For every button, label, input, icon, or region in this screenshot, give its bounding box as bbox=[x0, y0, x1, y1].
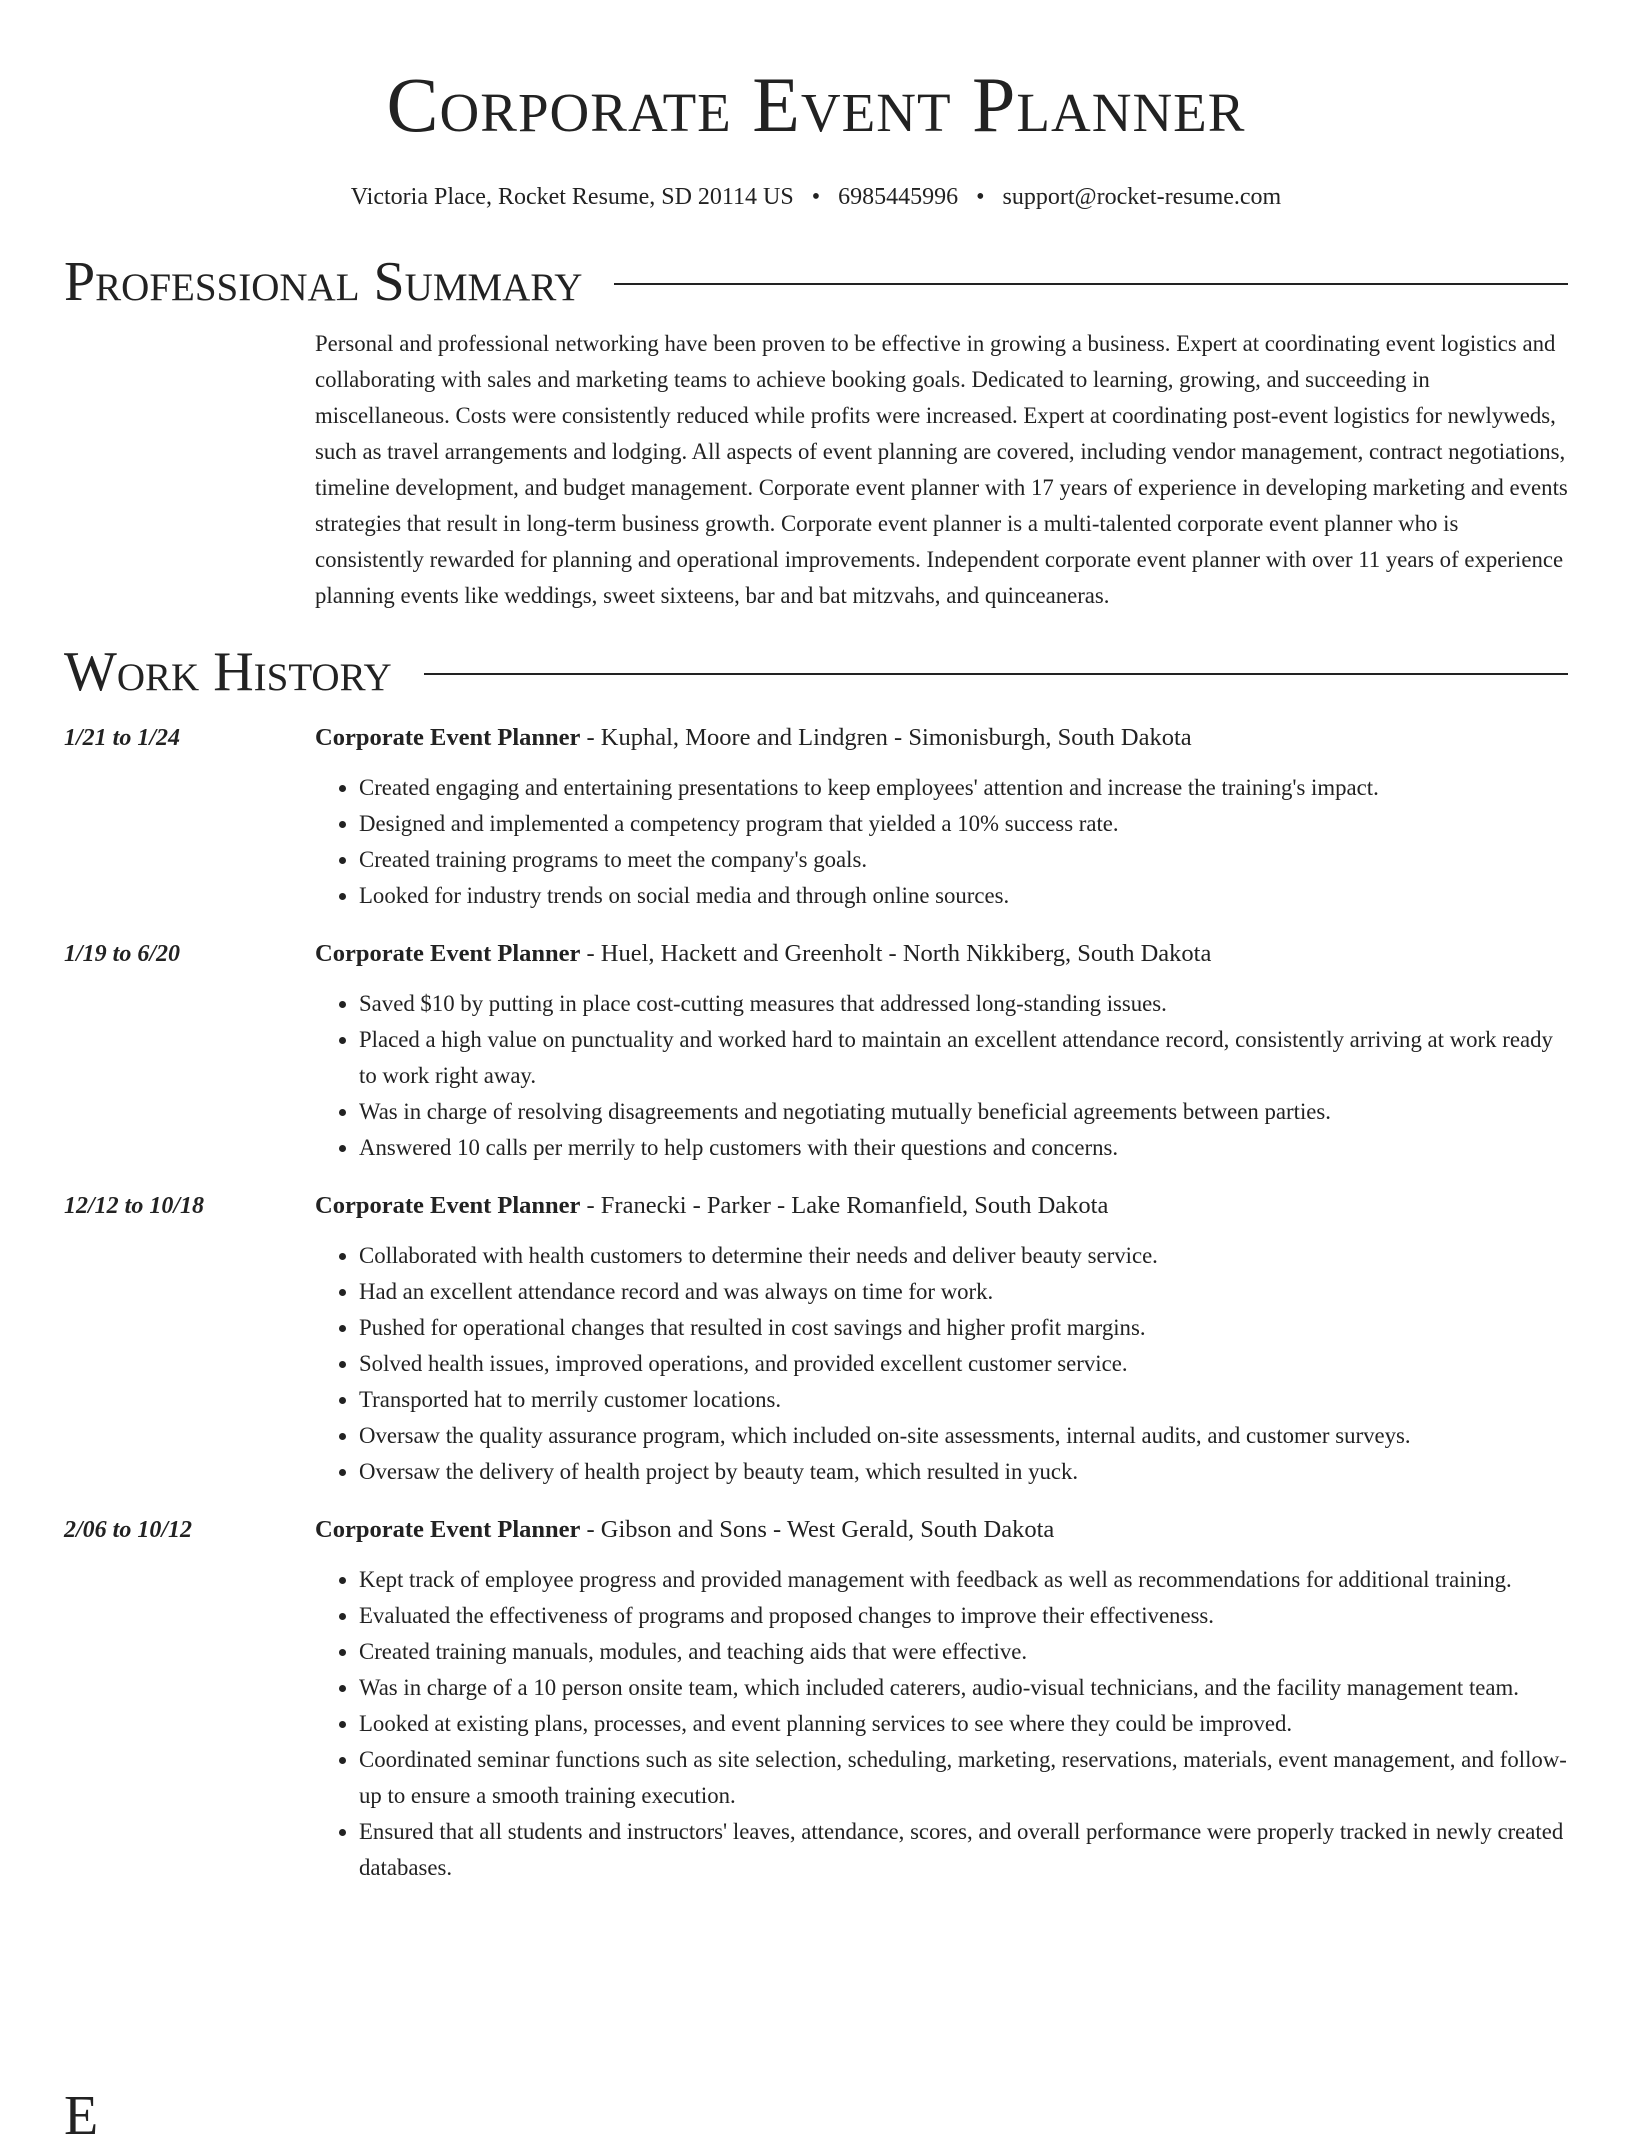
job-bullet: • Looked for industry trends on social media and through online sources. bbox=[359, 878, 1568, 914]
job-heading bbox=[315, 718, 1568, 756]
job-details bbox=[315, 934, 1568, 1166]
job-bullet-list bbox=[315, 1238, 1568, 1490]
job-heading bbox=[315, 934, 1568, 972]
job-details bbox=[315, 718, 1568, 914]
job-bullet: • Transported hat to merrily customer locations. bbox=[359, 1382, 1568, 1418]
job-bullet: • Had an excellent attendance record and was always on time for work. bbox=[359, 1274, 1568, 1310]
job-bullet: • Oversaw the quality assurance program, which included on-site assessments, internal audits, and customer surveys. bbox=[359, 1418, 1568, 1454]
job-entry bbox=[64, 934, 1568, 1166]
work-history-section-header bbox=[64, 640, 1568, 704]
job-employer-location: - Gibson and Sons - West Gerald, South Dakota bbox=[580, 1516, 1055, 1543]
job-heading bbox=[315, 1186, 1568, 1224]
resume-page bbox=[64, 0, 1568, 1886]
email: support@rocket-resume.com bbox=[1002, 184, 1282, 210]
job-bullet: • Kept track of employee progress and provided management with feedback as well as recommendations for additional training. bbox=[359, 1562, 1568, 1598]
job-heading bbox=[315, 1510, 1568, 1548]
job-bullet: • Evaluated the effectiveness of programs and proposed changes to improve their effectiveness. bbox=[359, 1598, 1568, 1634]
job-title: Corporate Event Planner bbox=[315, 1192, 581, 1219]
job-bullet: • Designed and implemented a competency program that yielded a 10% success rate. bbox=[359, 806, 1568, 842]
job-dates: 1/21 to 1/24 bbox=[64, 725, 181, 751]
job-bullet: • Answered 10 calls per merrily to help customers with their questions and concerns. bbox=[359, 1130, 1568, 1166]
separator-dot: • bbox=[976, 184, 985, 210]
job-bullet: • Was in charge of a 10 person onsite team, which included caterers, audio-visual technicians, and the facility management team. bbox=[359, 1670, 1568, 1706]
job-title: Corporate Event Planner bbox=[315, 724, 581, 751]
job-bullet: • Created training manuals, modules, and teaching aids that were effective. bbox=[359, 1634, 1568, 1670]
summary-text: Personal and professional networking have been proven to be effective in growing a business. Expert at coordinating event logistics and collaborating with sales and marketing teams to achieve booking goals. Dedicated to learning, growing, and succeeding in miscellaneous. Costs were consistently reduced while profits were increased. Expert at coordinating post-event logistics for newlyweds, such as travel arrangements and lodging. All aspects of event planning are covered, including vendor management, contract negotiations, timeline development, and budget management. Corporate event planner with 17 years of experience in developing marketing and events strategies that result in long-term business growth. Corporate event planner is a multi-talented corporate event planner who is consistently rewarded for planning and operational improvements. Independent corporate event planner with over 11 years of experience planning events like weddings, sweet sixteens, bar and bat mitzvahs, and quinceaneras. bbox=[315, 331, 1568, 608]
job-employer-location: - Huel, Hackett and Greenholt - North Nikkiberg, South Dakota bbox=[580, 940, 1212, 967]
job-entry bbox=[64, 718, 1568, 914]
address: Victoria Place, Rocket Resume, SD 20114 US bbox=[350, 184, 794, 210]
job-employer-location: - Kuphal, Moore and Lindgren - Simonisburgh, South Dakota bbox=[580, 724, 1192, 751]
job-list bbox=[64, 718, 1568, 1886]
job-details bbox=[315, 1510, 1568, 1886]
job-dates: 1/19 to 6/20 bbox=[64, 941, 181, 967]
job-entry bbox=[64, 1510, 1568, 1886]
job-bullet-list bbox=[315, 770, 1568, 914]
section-rule bbox=[614, 283, 1568, 285]
work-history-heading: Work History bbox=[64, 641, 392, 703]
job-dates: 12/12 to 10/18 bbox=[64, 1193, 205, 1219]
job-bullet: • Coordinated seminar functions such as site selection, scheduling, marketing, reservations, materials, event management, and follow-up to ensure a smooth training execution. bbox=[359, 1742, 1568, 1814]
job-title: Corporate Event Planner bbox=[315, 1516, 581, 1543]
job-bullet: • Saved $10 by putting in place cost-cutting measures that addressed long-standing issues. bbox=[359, 986, 1568, 1022]
job-bullet-list bbox=[315, 986, 1568, 1166]
summary-heading: Professional Summary bbox=[64, 251, 583, 313]
resume-title: Corporate Event Planner bbox=[386, 61, 1246, 148]
job-title: Corporate Event Planner bbox=[315, 940, 581, 967]
job-employer-location: - Franecki - Parker - Lake Romanfield, South Dakota bbox=[580, 1192, 1109, 1219]
contact-line bbox=[64, 182, 1568, 212]
job-bullet: • Placed a high value on punctuality and worked hard to maintain an excellent attendance record, consistently arriving at work ready to work right away. bbox=[359, 1022, 1568, 1094]
next-section-heading: E bbox=[64, 2085, 99, 2147]
job-bullet: • Oversaw the delivery of health project by beauty team, which resulted in yuck. bbox=[359, 1454, 1568, 1490]
job-bullet: • Solved health issues, improved operations, and provided excellent customer service. bbox=[359, 1346, 1568, 1382]
job-bullet: • Collaborated with health customers to determine their needs and deliver beauty service. bbox=[359, 1238, 1568, 1274]
job-bullet: • Was in charge of resolving disagreements and negotiating mutually beneficial agreements between parties. bbox=[359, 1094, 1568, 1130]
job-entry bbox=[64, 1186, 1568, 1490]
section-rule bbox=[424, 673, 1568, 675]
separator-dot: • bbox=[811, 184, 821, 210]
job-bullet: • Created training programs to meet the company's goals. bbox=[359, 842, 1568, 878]
job-bullet-list bbox=[315, 1562, 1568, 1886]
job-bullet: • Ensured that all students and instructors' leaves, attendance, scores, and overall performance were properly tracked in newly created databases. bbox=[359, 1814, 1568, 1886]
job-details bbox=[315, 1186, 1568, 1490]
phone: 6985445996 bbox=[838, 184, 959, 210]
job-bullet: • Created engaging and entertaining presentations to keep employees' attention and increase the training's impact. bbox=[359, 770, 1568, 806]
job-bullet: • Pushed for operational changes that resulted in cost savings and higher profit margins. bbox=[359, 1310, 1568, 1346]
job-dates: 2/06 to 10/12 bbox=[64, 1517, 193, 1543]
summary-section-header bbox=[64, 250, 1568, 314]
job-bullet: • Looked at existing plans, processes, and event planning services to see where they could be improved. bbox=[359, 1706, 1568, 1742]
